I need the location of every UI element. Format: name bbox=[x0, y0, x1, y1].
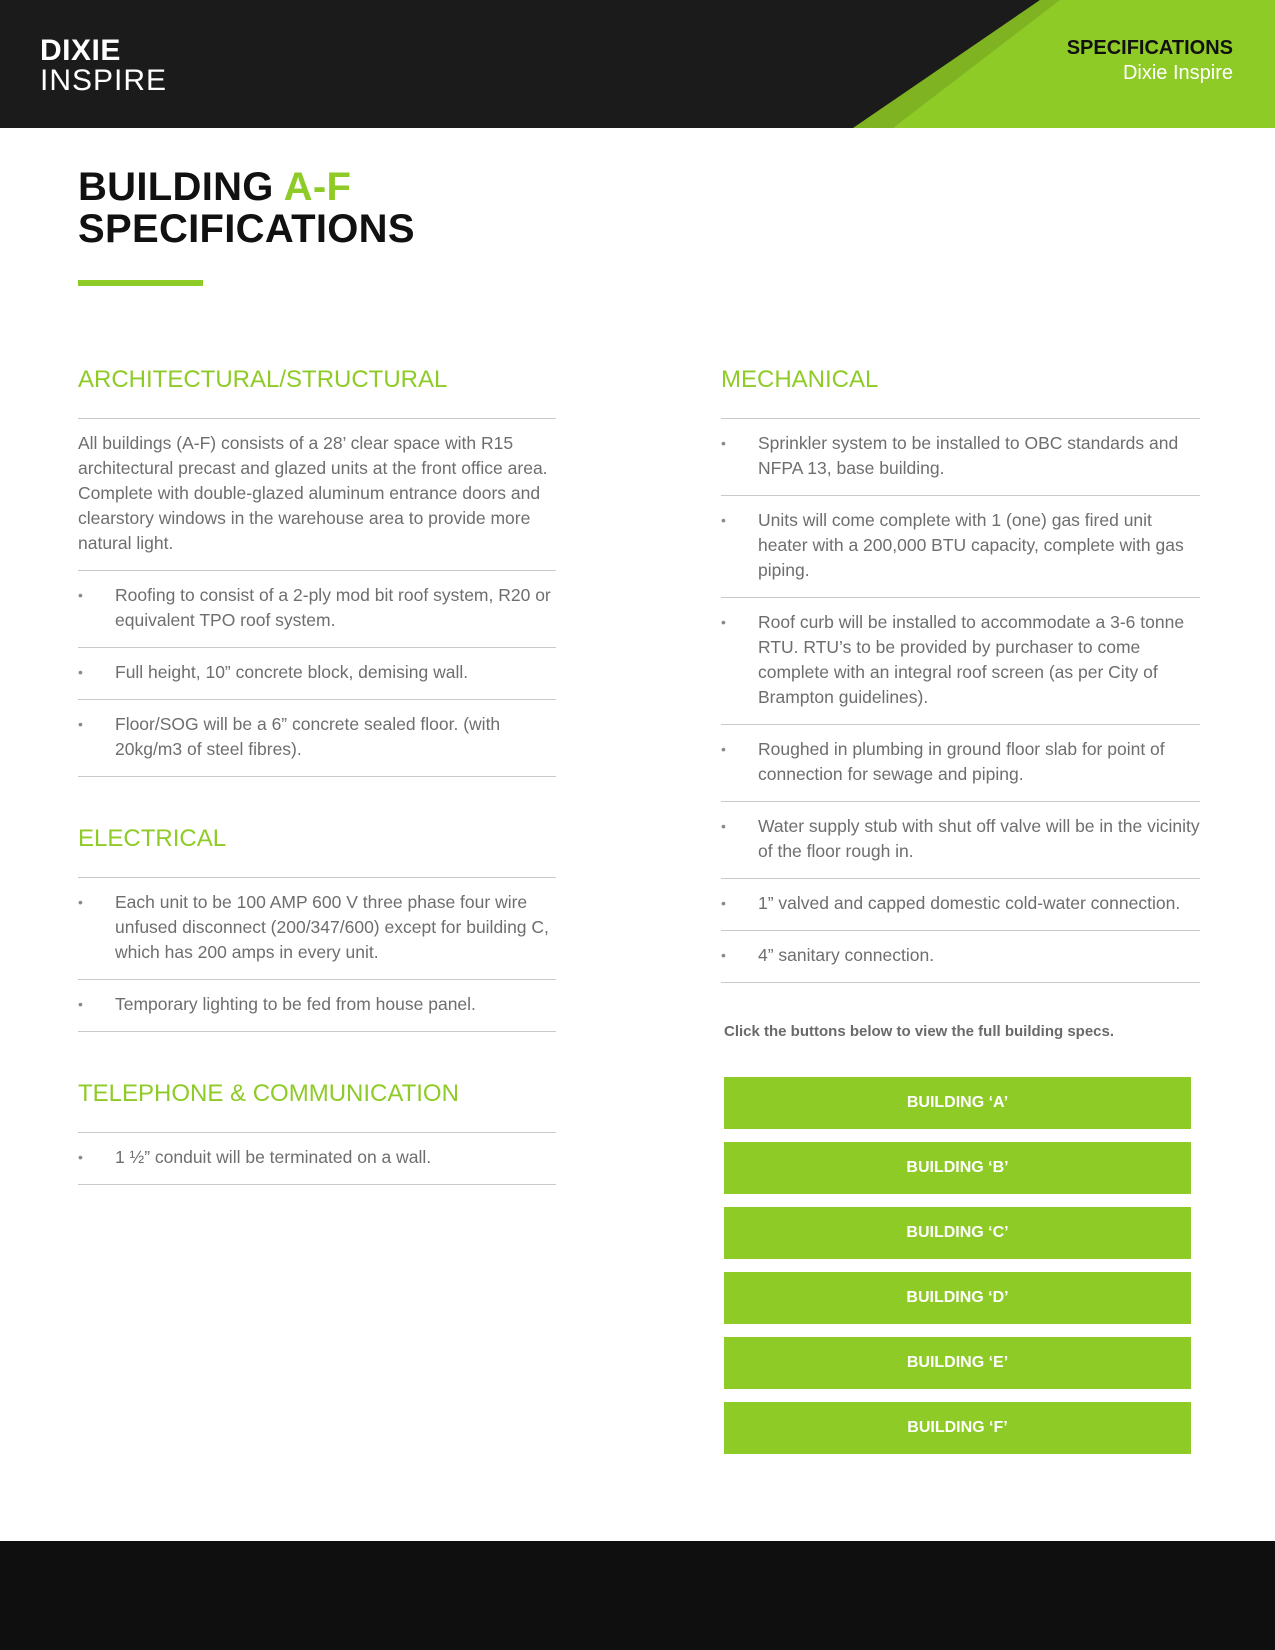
title-accent: A-F bbox=[283, 165, 352, 209]
bullet: • bbox=[78, 587, 83, 603]
title-prefix: BUILDING bbox=[78, 165, 284, 209]
list-item: • Units will come complete with 1 (one) gas fired unit heater with a 200,000 BTU capacity, complete with gas piping. bbox=[721, 496, 1200, 598]
telephone-heading: TELEPHONE & COMMUNICATION bbox=[78, 1080, 459, 1107]
list-item: • 1” valved and capped domestic cold-water connection. bbox=[721, 879, 1200, 931]
logo-line-2: INSPIRE bbox=[40, 64, 168, 97]
list-item: • Each unit to be 100 AMP 600 V three phase four wire unfused disconnect (200/347/600) except for building C, which has 200 amps in every unit. bbox=[78, 878, 556, 980]
page-header bbox=[0, 0, 1275, 128]
building-e-button[interactable]: BUILDING ‘E’ bbox=[724, 1337, 1191, 1389]
bullet: • bbox=[721, 512, 726, 528]
building-b-button[interactable]: BUILDING ‘B’ bbox=[724, 1142, 1191, 1194]
list-item: • Roughed in plumbing in ground floor slab for point of connection for sewage and piping. bbox=[721, 725, 1200, 802]
mechanical-heading: MECHANICAL bbox=[721, 366, 879, 393]
right-column bbox=[721, 362, 1200, 1467]
architectural-heading: ARCHITECTURAL/STRUCTURAL bbox=[78, 366, 448, 393]
architectural-paragraph: All buildings (A-F) consists of a 28’ clear space with R15 architectural precast and glazed units at the front office area. Complete with double-glazed aluminum entrance doors and clearstory windows in the warehouse area to provide more natural light. bbox=[78, 419, 556, 571]
page-title bbox=[78, 166, 415, 250]
logo-line-1: DIXIE bbox=[40, 34, 121, 67]
bullet: • bbox=[78, 664, 83, 680]
bullet: • bbox=[721, 947, 726, 963]
page-footer bbox=[0, 1541, 1275, 1650]
header-title: SPECIFICATIONS bbox=[1066, 37, 1233, 59]
list-item: • 4” sanitary connection. bbox=[721, 931, 1200, 983]
list-item: • 1 ½” conduit will be terminated on a wall. bbox=[78, 1133, 556, 1185]
title-line-2: SPECIFICATIONS bbox=[78, 207, 415, 251]
title-underline bbox=[78, 280, 203, 286]
list-item: • Full height, 10” concrete block, demising wall. bbox=[78, 648, 556, 700]
list-item: • Water supply stub with shut off valve will be in the vicinity of the floor rough in. bbox=[721, 802, 1200, 879]
building-a-button[interactable]: BUILDING ‘A’ bbox=[724, 1077, 1191, 1129]
list-item: • Sprinkler system to be installed to OBC standards and NFPA 13, base building. bbox=[721, 419, 1200, 496]
header-title-block bbox=[1067, 36, 1233, 86]
bullet: • bbox=[78, 894, 83, 910]
bullet: • bbox=[78, 996, 83, 1012]
bullet: • bbox=[721, 895, 726, 911]
building-c-button[interactable]: BUILDING ‘C’ bbox=[724, 1207, 1191, 1259]
building-d-button[interactable]: BUILDING ‘D’ bbox=[724, 1272, 1191, 1324]
bullet: • bbox=[78, 716, 83, 732]
header-subtitle: Dixie Inspire bbox=[1122, 62, 1233, 84]
list-item: • Roof curb will be installed to accommodate a 3-6 tonne RTU. RTU’s to be provided by purchaser to come complete with an integral roof screen (as per City of Brampton guidelines). bbox=[721, 598, 1200, 725]
list-item: • Floor/SOG will be a 6” concrete sealed floor. (with 20kg/m3 of steel fibres). bbox=[78, 700, 556, 777]
bullet: • bbox=[721, 818, 726, 834]
left-column bbox=[78, 362, 556, 1185]
list-item: • Roofing to consist of a 2-ply mod bit roof system, R20 or equivalent TPO roof system. bbox=[78, 571, 556, 648]
bullet: • bbox=[721, 435, 726, 451]
logo bbox=[40, 36, 167, 96]
bullet: • bbox=[721, 614, 726, 630]
list-item: • Temporary lighting to be fed from house panel. bbox=[78, 980, 556, 1032]
bullet: • bbox=[78, 1149, 83, 1165]
buttons-instruction: Click the buttons below to view the full building specs. bbox=[724, 1023, 1115, 1040]
building-f-button[interactable]: BUILDING ‘F’ bbox=[724, 1402, 1191, 1454]
electrical-heading: ELECTRICAL bbox=[78, 825, 227, 852]
bullet: • bbox=[721, 741, 726, 757]
